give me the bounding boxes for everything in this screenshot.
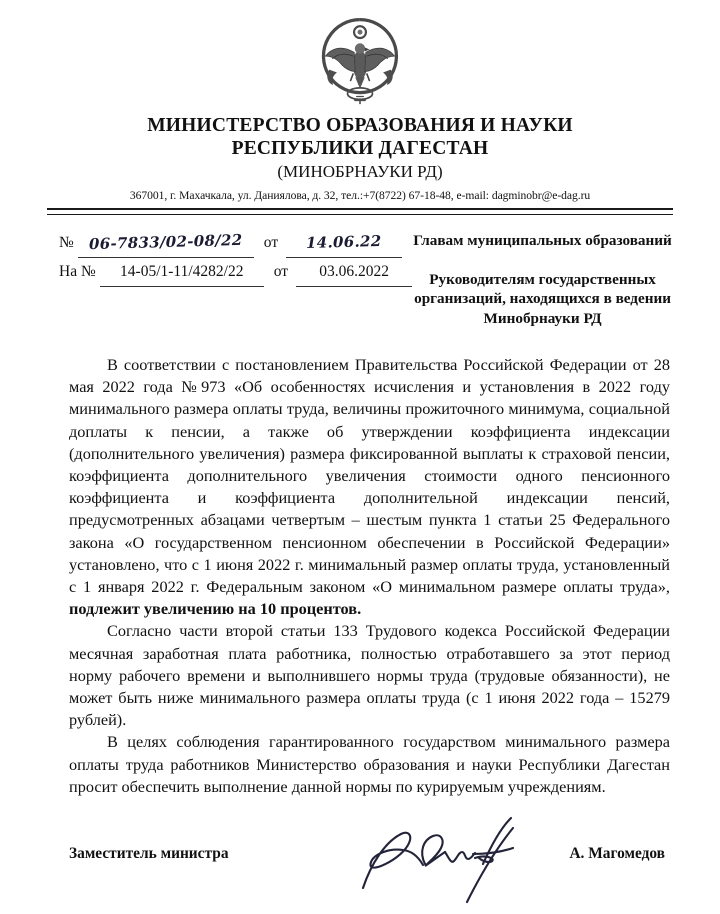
incoming-reference-line — [59, 258, 412, 287]
outgoing-reference-line — [59, 229, 412, 258]
outgoing-date-value: 14.06.22 — [306, 231, 383, 253]
dagestan-coat-of-arms-eagle-icon — [312, 12, 408, 108]
addressee-block — [412, 229, 673, 328]
document-body — [47, 354, 673, 798]
signature-block — [69, 845, 673, 863]
incoming-date-value: 03.06.2022 — [296, 258, 412, 287]
outgoing-number-field — [78, 229, 254, 258]
incoming-number-label: На № — [59, 263, 96, 280]
addressee-municipal-heads: Главам муниципальных образований — [413, 232, 672, 249]
org-short-name: (МИНОБРНАУКИ РД) — [277, 162, 443, 181]
body-paragraph-2: Согласно части второй статьи 133 Трудового кодекса Российской Федерации месячная заработная плата работника, полностью отработавшего за этот период норму рабочего времени и выполнившего нормы труда (трудовые обязанности), не может быть ниже минимального размера оплаты труда (с 1 июня 2022 года – 15279 рублей). — [69, 621, 670, 730]
outgoing-number-label: № — [59, 234, 74, 251]
incoming-date-label: от — [273, 263, 289, 280]
body-paragraph-1-emphasis: подлежит увеличению на 10 процентов. — [69, 599, 362, 619]
reference-and-addressee-row — [47, 229, 673, 328]
body-paragraph-1 — [69, 354, 670, 620]
body-paragraph-1-text: В соответствии с постановлением Правительства Российской Федерации от 28 мая 2022 года №973 «Об особенностях исчисления и установления в 2022 году минимального размера оплаты труда, величины прожиточного минимума, социальной доплаты к пенсии, а также об утверждении коэффициента индексации (дополнительного увеличения) размера фиксированной выплаты к страховой пенсии, коэффициента дополнительного увеличения стоимости одного пенсионного коэффициента и коэффициента дополнительной индексации пенсий, предусмотренных абзацами четвертым – шестым пункта 1 статьи 25 Федерального закона «О государственном пенсионном обеспечении в Российской Федерации» установлено, что с 1 июня 2022 г. минимальный размер оплаты труда, установленный с 1 января 2022 г. Федеральным законом «О минимальном размере оплаты труда», — [69, 355, 670, 597]
outgoing-date-label: от — [263, 234, 279, 251]
org-title-line2: РЕСПУБЛИКИ ДАГЕСТАН — [231, 138, 489, 159]
signatory-name: А. Магомедов — [569, 845, 665, 862]
outgoing-number-value: 06-7833/02-08/22 — [88, 230, 243, 254]
org-title-line1: МИНИСТЕРСТВО ОБРАЗОВАНИЯ И НАУКИ — [147, 115, 573, 136]
incoming-number-value: 14-05/1-11/4282/22 — [100, 258, 264, 287]
body-paragraph-3: В целях соблюдения гарантированного государством минимального размера оплаты труда работников Министерство образования и науки Республики Дагестан просит обеспечить выполнение данной нормы по курируемым учреждениям. — [69, 732, 670, 796]
header-divider — [47, 208, 673, 215]
addressee-state-org-heads: Руководителям государственных организаций, находящихся в ведении Минобрнауки РД — [414, 270, 671, 327]
reference-block — [47, 229, 412, 287]
signatory-position: Заместитель министра — [69, 845, 229, 862]
outgoing-date-field — [286, 229, 402, 258]
letterhead — [47, 0, 673, 215]
contacts-line: 367001, г. Махачкала, ул. Даниялова, д. 32, тел.:+7(8722) 67-18-48, e-mail: dagminobr@e-dag.ru — [129, 189, 591, 202]
page-title — [47, 114, 673, 160]
